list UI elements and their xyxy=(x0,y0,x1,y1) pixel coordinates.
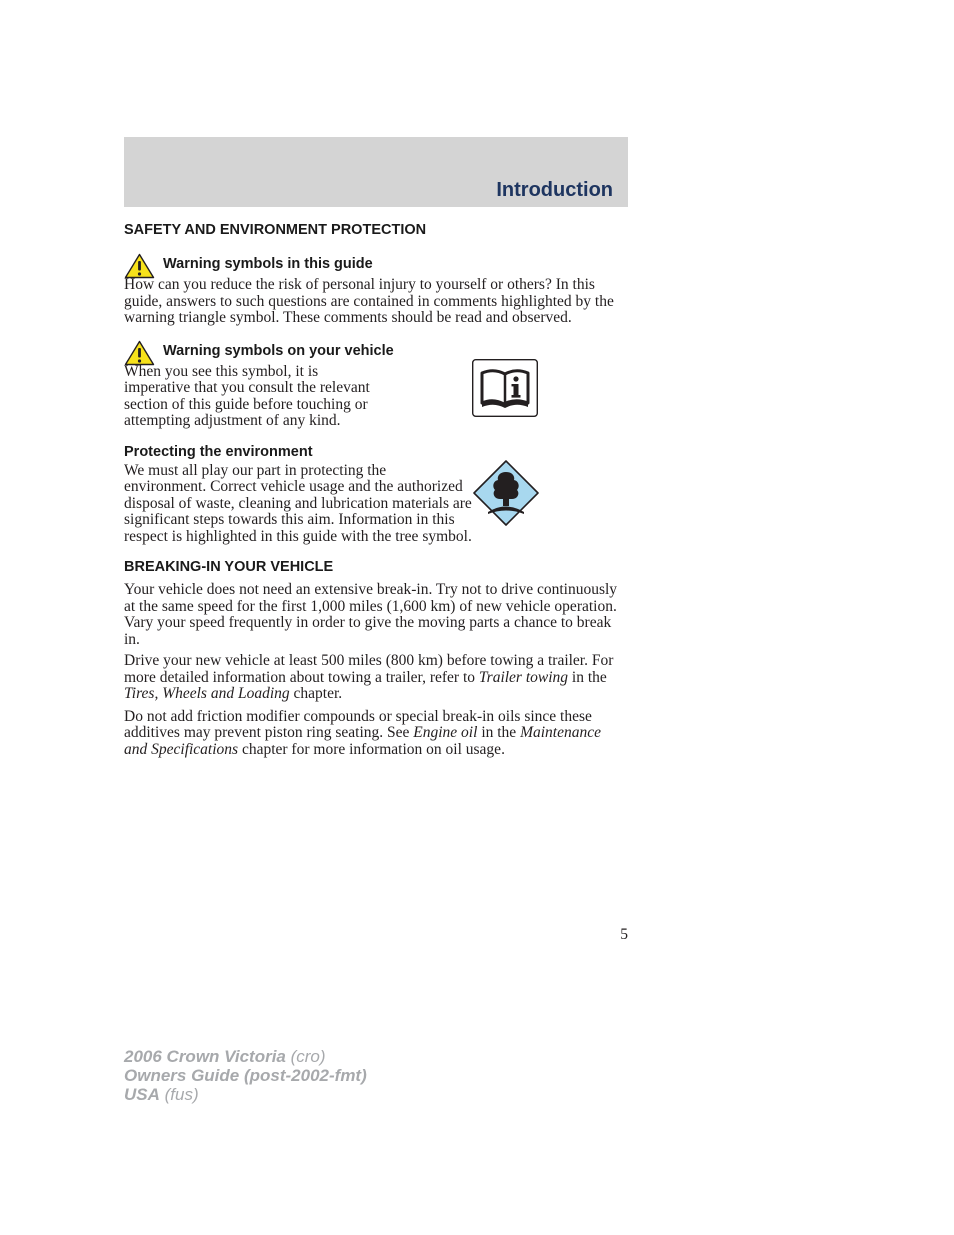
warning-guide-body: How can you reduce the risk of personal injury to yourself or others? In this guide, answers to such questions are contained in comments highlighted by the warning triangle symbol. These comments should be read and observed. xyxy=(124,276,614,326)
engine-oil-reference: Engine oil xyxy=(413,724,478,741)
warning-vehicle-heading-row xyxy=(124,340,628,366)
breakin-p3-text-b: in the xyxy=(477,724,521,741)
section-title-breakin: BREAKING-IN YOUR VEHICLE xyxy=(124,559,334,575)
tires-wheels-loading-reference: Tires, Wheels and Loading xyxy=(124,685,290,702)
chapter-header-band xyxy=(124,137,628,207)
breakin-p3-text-a: Do not add friction modifier compounds or special break-in oils since these additives may prevent piston ring seating. See xyxy=(124,707,592,741)
page-content xyxy=(124,221,628,758)
breakin-p2-text-c: chapter. xyxy=(289,685,343,702)
warning-guide-heading: Warning symbols in this guide xyxy=(163,256,373,272)
footer-line-1 xyxy=(124,1047,367,1066)
environment-tree-icon xyxy=(472,459,540,527)
breakin-p2-text-b: in the xyxy=(568,668,607,686)
breakin-p3-text-c: chapter for more information on oil usage. xyxy=(238,740,505,758)
maintenance-specifications-reference: Maintenance and Specifications xyxy=(124,724,601,758)
breakin-p2-text-a: Drive your new vehicle at least 500 miles (800 km) before towing a trailer. For more detailed information about towing a trailer, refer to xyxy=(124,652,614,686)
breakin-paragraph-1: Your vehicle does not need an extensive break-in. Try not to drive continuously at the same speed for the first 1,000 miles (1,600 km) of new vehicle operation. Vary your speed frequently in order to give the moving parts a chance to break in. xyxy=(124,581,618,648)
environment-block xyxy=(124,463,628,546)
warning-vehicle-body: When you see this symbol, it is imperative that you consult the relevant section of this guide before touching or attempting adjustment of any kind. xyxy=(124,362,370,429)
section-title-safety: SAFETY AND ENVIRONMENT PROTECTION xyxy=(124,222,427,238)
chapter-title: Introduction xyxy=(496,179,613,201)
footer-market-code: (fus) xyxy=(159,1085,199,1104)
footer-model-code: (cro) xyxy=(285,1047,326,1066)
warning-vehicle-block xyxy=(124,364,628,430)
footer-market: USA xyxy=(124,1085,160,1104)
page-number: 5 xyxy=(620,926,628,943)
footer-guide-format: Owners Guide (post-2002-fmt) xyxy=(124,1066,367,1085)
environment-heading: Protecting the environment xyxy=(124,443,313,460)
breakin-paragraph-3 xyxy=(124,709,628,759)
footer-model: 2006 Crown Victoria xyxy=(124,1047,286,1066)
footer-line-3 xyxy=(124,1085,367,1104)
trailer-towing-reference: Trailer towing xyxy=(478,668,569,686)
breakin-paragraph-2 xyxy=(124,653,628,703)
owners-manual-icon xyxy=(472,359,538,417)
footer-line-2 xyxy=(124,1066,367,1085)
environment-body: We must all play our part in protecting the environment. Correct vehicle usage and the authorized disposal of waste, cleaning and lubrication materials are significant steps towards this aim. Information in this respect is highlighted in this guide with the tree symbol. xyxy=(124,461,472,545)
warning-triangle-icon xyxy=(124,340,155,366)
document-footer xyxy=(124,1047,367,1104)
warning-vehicle-heading: Warning symbols on your vehicle xyxy=(163,342,394,359)
